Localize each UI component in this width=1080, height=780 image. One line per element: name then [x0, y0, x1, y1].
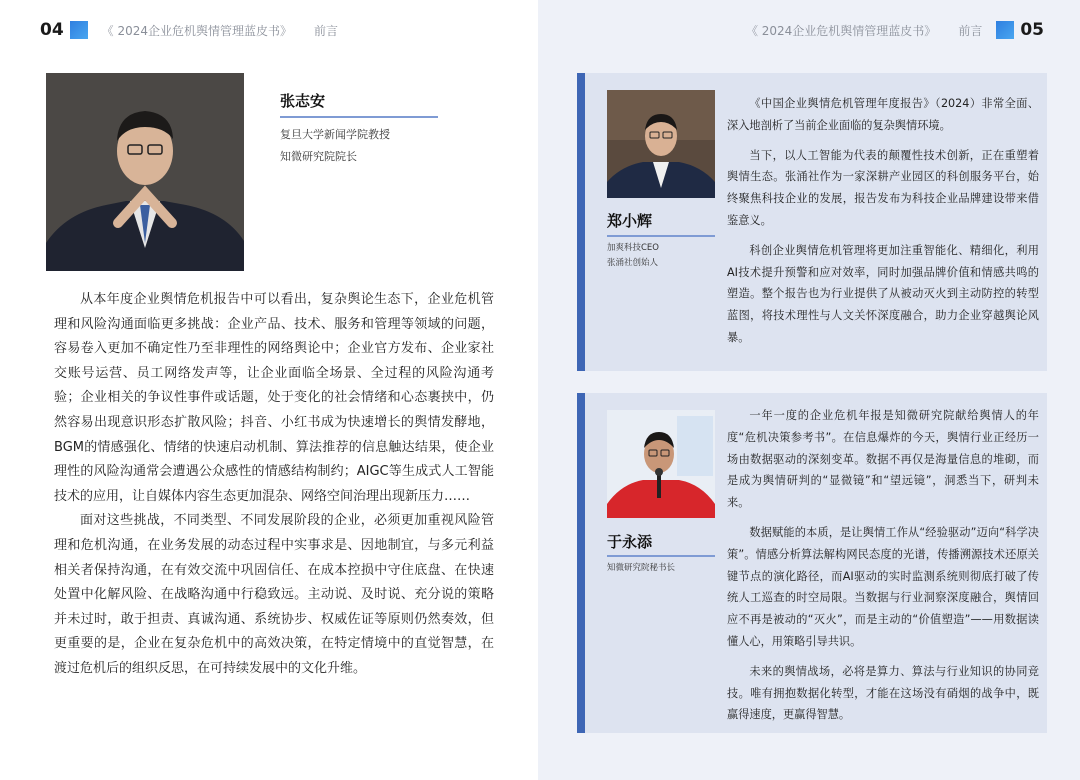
- author-role: 复旦大学新闻学院教授: [280, 128, 390, 141]
- header-square-icon: [996, 21, 1014, 39]
- endorser-portrait-photo: [607, 90, 715, 198]
- body-paragraph: 面对这些挑战，不同类型、不同发展阶段的企业，必须更加重视风险管理和危机沟通，在业务发展的动态过程中实事求是、因地制宜，与多元利益相关者保持沟通，在有效交流中巩固信任、在成本控损中守住底盘、在快速处置中化解风险、在战略沟通中行稳致远。主动说、及时说、充分说的策略并未过时，敢于担责、真诚沟通、系统协步、权威佐证等原则仍然奏效，但更重要的是，企业在复杂危机中的高效决策，在特定情境中的直觉智慧，在渡过危机后的组织反思，在可持续发展中的文化升维。: [54, 513, 494, 676]
- endorsement-paragraph: 当下，以人工智能为代表的颠覆性技术创新，正在重塑着舆情生态。张涌社作为一家深耕产业园区的科创服务平台，始终聚焦科技企业的发展，报告发布为科技企业品牌建设带来借鉴意义。: [727, 148, 1039, 227]
- section-label: 前言: [314, 23, 339, 38]
- name-underline: [607, 235, 715, 237]
- body-paragraph: 从本年度企业舆情危机报告中可以看出，复杂舆论生态下，企业危机管理和风险沟通面临更多挑战：企业产品、技术、服务和管理等领域的问题，容易卷入更加不确定性乃至非理性的网络舆论中；企业官方发布、企业家社交账号运营、员工网络发声等，让企业面临全场景、全过程的风险沟通考验；企业相关的争议性事件或话题，处于变化的社会情绪和心态裹挟中，仍然容易出现意识形态扩散风险；抖音、小红书成为快速增长的舆情发酵地，BGM的情感强化、情绪的快速启动机制、算法推荐的信息触达结果，使企业理性的风险沟通常会遭遇公众感性的情感结构制约；AIGC等生成式人工智能技术的应用，让自媒体内容生态更加混杂、网络空间治理出现新压力……: [54, 292, 494, 504]
- endorser-role: 知微研究院秘书长: [607, 563, 676, 573]
- author-name: 张志安: [280, 92, 326, 110]
- author-role: 知微研究院院长: [280, 150, 357, 163]
- portrait-illustration: [607, 90, 715, 198]
- endorsement-card: [577, 393, 1047, 733]
- endorsement-paragraph: 数据赋能的本质，是让舆情工作从“经验驱动”迈向“科学决策”。情感分析算法解构网民态度的光谱，传播溯源技术还原关键节点的演化路径，而AI驱动的实时监测系统则彻底打破了传统人工巡查的时空局限。当数据与行业洞察深度融合，舆情回应不再是被动的“灭火”，而是主动的“价值塑造”——用数据读懂人心，用策略引导共识。: [727, 525, 1039, 648]
- portrait-illustration: [46, 73, 244, 271]
- section-label: 前言: [958, 23, 983, 38]
- endorsement-paragraph: 未来的舆情战场，必将是算力、算法与行业知识的协同竞技。唯有拥抱数据化转型，才能在这场没有硝烟的战争中，既赢得速度，更赢得智慧。: [727, 664, 1039, 722]
- endorser-name: 郑小辉: [607, 212, 653, 230]
- page-number: 05: [1020, 20, 1044, 40]
- portrait-illustration: [607, 410, 715, 518]
- endorser-portrait-photo: [607, 410, 715, 518]
- author-portrait-photo: [46, 73, 244, 271]
- card-accent-bar: [577, 393, 585, 733]
- name-underline: [607, 555, 715, 557]
- endorsement-card: [577, 73, 1047, 371]
- left-page-header: [40, 18, 338, 42]
- author-info: [280, 90, 438, 168]
- endorsement-paragraph: 一年一度的企业危机年报是知微研究院献给舆情人的年度“危机决策参考书”。在信息爆炸的今天，舆情行业正经历一场由数据驱动的深刻变革。数据不再仅是海量信息的堆砌，而是成为舆情研判的“显微镜”和“望远镜”，洞悉当下，研判未来。: [727, 409, 1039, 510]
- card-accent-bar: [577, 73, 585, 371]
- endorser-name: 于永添: [607, 533, 653, 551]
- book-title: 《 2024企业危机舆情管理蓝皮书》: [101, 23, 293, 38]
- header-square-icon: [70, 21, 88, 39]
- right-page-header: [746, 18, 1044, 42]
- endorser-role: 张涌社创始人: [607, 258, 659, 268]
- endorsement-paragraph: 《中国企业舆情危机管理年度报告》（2024）非常全面、深入地剖析了当前企业面临的复杂舆情环境。: [727, 97, 1039, 132]
- name-underline: [280, 116, 438, 118]
- endorser-role: 加爽科技CEO: [607, 243, 659, 253]
- endorsement-paragraph: 科创企业舆情危机管理将更加注重智能化、精细化，利用AI技术提升预警和应对效率，同时加强品牌价值和情感共鸣的塑造。整个报告也为行业提供了从被动灭火到主动防控的转型蓝图，将技术理性与人文关怀深度融合，助力企业穿越舆论风暴。: [727, 243, 1039, 344]
- endorsement-text: [727, 93, 1039, 357]
- endorsement-text: [727, 405, 1039, 734]
- foreword-body: [54, 288, 494, 682]
- book-title: 《 2024企业危机舆情管理蓝皮书》: [745, 23, 937, 38]
- page-number: 04: [40, 20, 64, 40]
